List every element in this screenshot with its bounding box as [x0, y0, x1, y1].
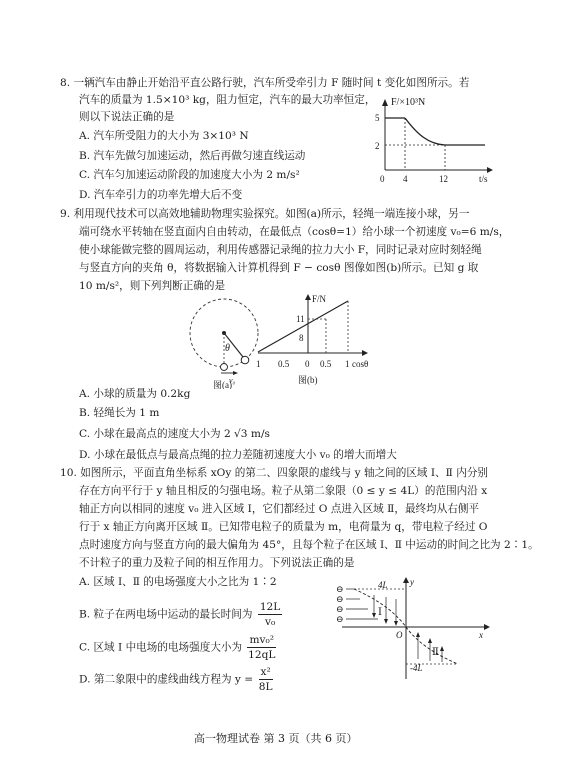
q9-ytick-11: 11 — [296, 314, 305, 324]
q10-region2-field-arrow — [440, 646, 444, 651]
q9-xtick-0: 0 — [305, 359, 310, 369]
q10-region2-field-arrow — [428, 638, 432, 643]
q8-option-d: D. 汽车牵引力的功率先增大后不变 — [79, 189, 243, 201]
q10-stem-line5: 点时速度方向与竖直方向的最大偏角为 45°，且每个粒子在区域 Ⅰ、Ⅱ 中运动的时间之比为 2∶1。 — [79, 539, 539, 551]
q10-option-c — [79, 633, 276, 662]
q8-stem-line2: 汽车的质量为 1.5×10³ kg，阻力恒定，汽车的最大功率恒定， — [79, 94, 376, 106]
q10-option-a: A. 区域 Ⅰ、Ⅱ 的电场强度大小之比为 1∶2 — [79, 576, 277, 588]
q10-region2-label: Ⅱ — [432, 647, 439, 658]
q10-x-label: x — [479, 630, 483, 640]
q10-particle: ⊖ — [336, 594, 344, 604]
q9-option-d: D. 小球在最低点与最高点绳的拉力差随初速度大小 v₀ 的增大而增大 — [79, 449, 397, 461]
q9-option-a: A. 小球的质量为 0.2kg — [79, 388, 191, 400]
q9-stem-line2: 端可绕水平转轴在竖直面内自由转动，在最低点（cosθ=1）给小球一个初速度 v₀=6 m/s， — [79, 226, 510, 238]
q10-option-c-fraction — [247, 633, 276, 662]
q8-stem-line3: 则以下说法正确的是 — [79, 111, 175, 123]
q10-region1-label: Ⅰ — [378, 607, 382, 618]
q10-tick-neg4L: -4L — [410, 663, 423, 673]
q10-region1-field-arrow — [384, 619, 388, 624]
q9-caption-b: 图(b) — [298, 375, 318, 385]
q10-option-d-den: 8L — [258, 681, 273, 693]
page-footer: 高一物理试卷 第 3 页（共 6 页） — [194, 732, 358, 745]
q10-particle: ⊖ — [336, 584, 344, 594]
q9-y-label: F/N — [312, 294, 327, 304]
q8-option-c: C. 汽车匀加速运动阶段的加速度大小为 2 m/s² — [79, 169, 300, 181]
q8-x-label: t/s — [479, 174, 488, 184]
q9-v0-arrowhead — [233, 371, 238, 375]
q8-xtick-0: 0 — [380, 174, 385, 184]
q9-option-c: C. 小球在最高点的速度大小为 2 √3 m/s — [79, 428, 270, 440]
q10-stem-line2: 存在方向平行于 y 轴且相反的匀强电场。粒子从第二象限（0 ≤ y ≤ 4L）的范围内沿 x — [79, 485, 488, 497]
q9-xtick-05: 0.5 — [320, 359, 332, 369]
q8-stem-line1: 8. 一辆汽车由静止开始沿平直公路行驶，汽车所受牵引力 F 随时间 t 变化如图所示。若 — [60, 77, 470, 89]
q8-force-time-graph — [365, 94, 495, 184]
q10-option-b-text: B. 粒子在两电场中运动的最长时间为 — [79, 608, 253, 621]
q10-field-diagram — [334, 575, 494, 685]
q9-y-arrow — [305, 294, 311, 300]
q9-ytick-8: 8 — [299, 333, 304, 343]
q9-ball-bottom — [221, 364, 228, 371]
q10-particle: ⊖ — [336, 614, 344, 624]
q10-option-b-den: v₀ — [264, 616, 276, 628]
q10-option-c-den: 12qL — [248, 649, 276, 661]
q9-x-label: cosθ — [352, 359, 369, 369]
q9-stem-line4: 与竖直方向的夹角 θ，将数据输入计算机得到 F − cosθ 图像如图(b)所示。已知 g 取 — [79, 262, 479, 274]
q10-stem-line4: 行于 x 轴正方向离开区域 Ⅱ。已知带电粒子的质量为 m，电荷量为 q，带电粒子经过 O — [79, 521, 488, 533]
q9-xtick-1: 1 — [345, 359, 350, 369]
q8-y-label: F/×10³N — [391, 97, 426, 108]
q9-xtick-neg05: 0.5 — [278, 359, 290, 369]
q10-option-c-num: mv₀² — [249, 634, 275, 646]
q10-option-b-fraction — [258, 600, 283, 629]
q10-option-c-text: C. 区域 Ⅰ 中电场的电场强度大小为 — [79, 641, 243, 654]
q9-stem-line5: 10 m/s²，则下列判断正确的是 — [79, 280, 226, 292]
q10-region2-boundary-curve — [406, 627, 458, 664]
q8-ytick-2: 2 — [375, 141, 380, 151]
q9-caption-a: 图(a) — [213, 380, 232, 389]
q10-option-d — [79, 665, 273, 694]
q8-x-arrow — [487, 167, 493, 173]
q10-option-d-text: D. 第二象限中的虚线曲线方程为 y = — [79, 673, 254, 686]
q10-stem-line1: 10. 如图所示，平面直角坐标系 xOy 的第二、四象限的虚线与 y 轴之间的区域 Ⅰ、Ⅱ 内分别 — [60, 467, 489, 479]
q9-theta-label: θ — [225, 343, 230, 354]
q9-stem-line3: 使小球能做完整的圆周运动，利用传感器记录绳的拉力大小 F，同时记录对应时刻轻绳 — [79, 244, 482, 256]
q10-stem-line3: 轴正方向以相同的速度 v₀ 进入区域 Ⅰ，它们都经过 O 点进入区域 Ⅱ，最终均从右侧平 — [79, 503, 480, 515]
q9-option-b: B. 轻绳长为 1 m — [79, 407, 160, 419]
q10-y-label: y — [410, 577, 414, 587]
q8-option-a: A. 汽车所受阻力的大小为 3×10³ N — [79, 130, 249, 142]
q10-option-d-fraction — [259, 665, 273, 694]
q10-y-arrow — [403, 577, 409, 583]
q10-origin-label: O — [396, 630, 403, 640]
q8-ytick-5: 5 — [375, 113, 380, 123]
q8-xtick-4: 4 — [403, 174, 408, 184]
q8-decreasing-force-curve — [405, 118, 445, 145]
q10-region1-field-arrow — [372, 613, 376, 618]
q10-particle: ⊖ — [336, 604, 344, 614]
q8-xtick-12: 12 — [439, 174, 448, 184]
q9-f-cos-line — [258, 301, 348, 352]
q10-stem-line6: 不计粒子的重力及粒子间的相互作用力。下列说法正确的是 — [79, 557, 355, 569]
q10-tick-4L: 4L — [378, 580, 388, 590]
q9-figure-b-graph — [252, 291, 380, 391]
q10-x-arrow — [484, 624, 490, 630]
q10-option-d-num: x² — [260, 666, 271, 678]
q10-option-b-num: 12L — [259, 601, 281, 613]
q9-x-arrow — [362, 350, 368, 356]
q9-v0-label: v₀ — [229, 376, 236, 385]
q10-region2-field-arrow — [416, 632, 420, 637]
q9-xtick-neg1: 1 — [256, 359, 261, 369]
q9-stem-line1: 9. 利用现代技术可以高效地辅助物理实验探究。如图(a)所示，轻绳一端连接小球，另一 — [60, 208, 470, 220]
q9-ball — [241, 356, 249, 364]
q8-y-arrow — [382, 99, 388, 106]
q10-region1-field-arrow — [394, 621, 398, 626]
q8-option-b: B. 汽车先做匀加速运动，然后再做匀速直线运动 — [79, 150, 306, 162]
q10-option-b — [79, 600, 282, 629]
